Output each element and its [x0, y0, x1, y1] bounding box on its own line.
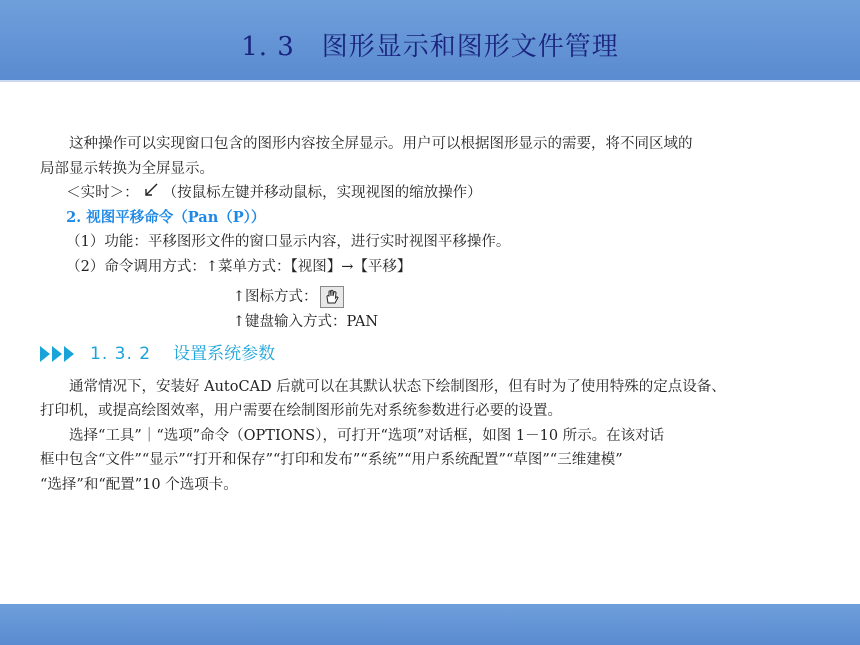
main-content	[40, 132, 832, 497]
realtime-desc: （按鼠标左键并移动鼠标，实现视图的缩放操作）	[162, 185, 482, 201]
key-method: ↑键盘输入方式：PAN	[232, 313, 379, 330]
page-title: 1. 3 图形显示和图形文件管理	[241, 32, 619, 62]
list-item	[40, 255, 832, 280]
header-bar	[0, 0, 860, 80]
paragraph: 框中包含“文件”“显示”“打开和保存”“打印和发布”“系统”“用户系统配置”“草图”“三维建模”	[40, 452, 623, 468]
header-divider	[0, 80, 860, 82]
section-heading	[40, 342, 832, 367]
menu-method: ↑菜单方式：【视图】→【平移】	[205, 258, 412, 275]
section-number: 1. 3. 2	[90, 344, 152, 364]
section-chevron-icon	[40, 346, 76, 362]
paragraph: 选择“工具”｜“选项”命令（OPTIONS），可打开“选项”对话框，如图 1－10 所示。在该对话	[69, 427, 665, 444]
section-title: 设置系统参数	[173, 344, 276, 364]
paragraph: “选择”和“配置”10 个选项卡。	[40, 476, 238, 493]
subheading: 2. 视图平移命令（Pan（P））	[66, 208, 266, 226]
icon-method: ↑图标方式：	[232, 289, 318, 305]
paragraph: 这种操作可以实现窗口包含的图形内容按全屏显示。用户可以根据图形显示的需要，将不同区域的	[69, 136, 693, 152]
zoom-arrow-icon	[143, 181, 159, 206]
paragraph: 局部显示转换为全屏显示。	[40, 160, 214, 177]
paragraph: 通常情况下，安装好 AutoCAD 后就可以在其默认状态下绘制图形，但有时为了使用特殊的定点设备、	[69, 378, 726, 395]
realtime-line	[40, 181, 832, 206]
realtime-label: ＜实时＞：	[66, 185, 139, 201]
paragraph: 打印机，或提高绘图效率，用户需要在绘制图形前先对系统参数进行必要的设置。	[40, 403, 562, 419]
icon-method-line	[40, 285, 832, 310]
list-item: （1）功能：平移图形文件的窗口显示内容，进行实时视图平移操作。	[66, 234, 511, 250]
list-item-label: （2）命令调用方式：	[66, 258, 206, 275]
pan-hand-icon	[320, 286, 344, 308]
footer-bar	[0, 604, 860, 645]
